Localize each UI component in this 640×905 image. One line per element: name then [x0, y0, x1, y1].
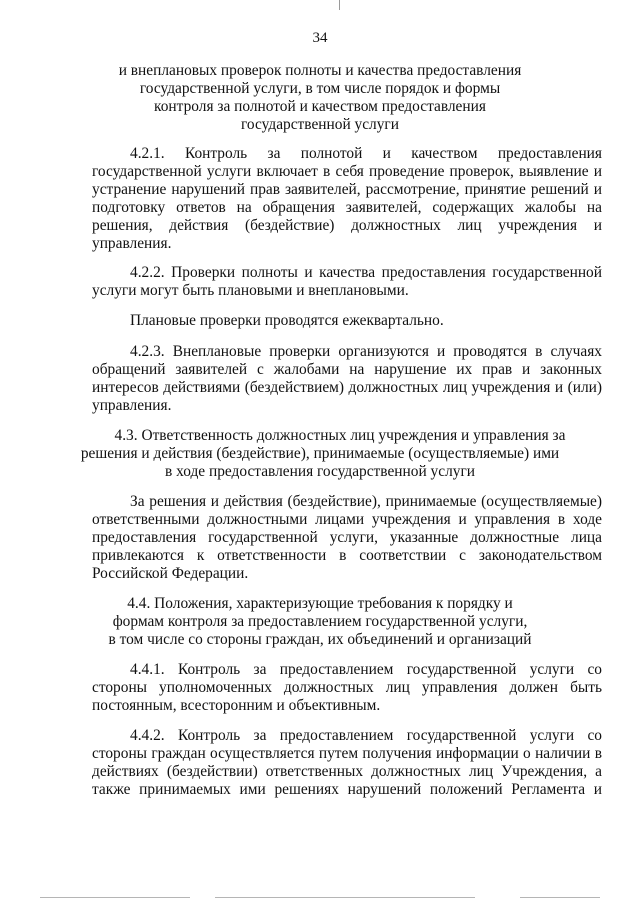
paragraph-line: государственной услуги включает в себя проведение проверок, выявление и	[92, 163, 602, 180]
paragraph-line: услуги могут быть плановыми и внеплановыми.	[92, 282, 409, 299]
paragraph-line: управления.	[92, 397, 172, 414]
paragraph-line: устранение нарушений прав заявителей, рассмотрение, принятие решений и	[92, 181, 602, 198]
heading-line: 4.3. Ответственность должностных лиц учреждения и управления за	[114, 427, 566, 444]
paragraph-line: интересов действиями (бездействием) должностных лиц учреждения и (или)	[92, 379, 602, 396]
heading-line: в ходе предоставления государственной услуги	[165, 463, 475, 480]
paragraph-line: действиях (бездействии) ответственных должностных лиц Учреждения, а	[92, 763, 602, 780]
scan-artifact-line	[40, 897, 190, 898]
paragraph-line: обращений заявителей с жалобами на нарушение их прав и законных	[92, 361, 602, 378]
heading-line: формам контроля за предоставлением государственной услуги,	[112, 613, 528, 630]
paragraph-line: 4.2.2. Проверки полноты и качества предоставления государственной	[130, 264, 602, 281]
paragraph-line: 4.2.1. Контроль за полнотой и качеством предоставления	[130, 145, 602, 162]
scan-mark	[339, 0, 340, 10]
heading-line: контроля за полнотой и качеством предоставления	[154, 98, 486, 115]
paragraph-line: стороны граждан осуществляется путем получения информации о наличии в	[92, 745, 602, 762]
heading-line: в том числе со стороны граждан, их объединений и организаций	[108, 631, 532, 648]
paragraph-line: 4.2.3. Внеплановые проверки организуются и проводятся в случаях	[130, 343, 602, 360]
paragraph-line: За решения и действия (бездействие), принимаемые (осуществляемые)	[130, 493, 602, 510]
paragraph-line: постоянным, всесторонним и объективным.	[92, 697, 381, 714]
paragraph-line: 4.4.2. Контроль за предоставлением государственной услуги со	[130, 727, 602, 744]
heading-line: 4.4. Положения, характеризующие требования к порядку и	[127, 595, 513, 612]
heading-line: государственной услуги	[241, 116, 399, 133]
paragraph-line: также принимаемых ими решениях нарушений положений Регламента и	[92, 781, 602, 798]
paragraph-line: предоставления государственной услуги, указанные должностные лица	[92, 529, 602, 546]
paragraph-line: решения, действия (бездействие) должностных лиц учреждения и	[92, 217, 602, 234]
heading-line: решения и действия (бездействие), принимаемые (осуществляемые) ими	[80, 445, 560, 462]
heading-line: и внеплановых проверок полноты и качества предоставления	[118, 62, 522, 79]
page-number: 34	[312, 30, 328, 46]
scan-artifact-line	[520, 897, 600, 898]
paragraph-planned-checks: Плановые проверки проводятся ежеквартально.	[130, 312, 444, 329]
paragraph-line: 4.4.1. Контроль за предоставлением государственной услуги со	[130, 661, 602, 678]
paragraph-line: привлекаются к ответственности в соответствии с законодательством	[92, 547, 602, 564]
scan-artifact-line	[215, 897, 475, 898]
paragraph-line: ответственными должностными лицами учреждения и управления в ходе	[92, 511, 602, 528]
paragraph-line: стороны уполномоченных должностных лиц управления должен быть	[92, 679, 602, 696]
paragraph-line: управления.	[92, 235, 172, 252]
paragraph-line: подготовку ответов на обращения заявителей, содержащих жалобы на	[92, 199, 602, 216]
paragraph-line: Российской Федерации.	[92, 565, 249, 582]
heading-line: государственной услуги, в том числе порядок и формы	[139, 80, 501, 97]
